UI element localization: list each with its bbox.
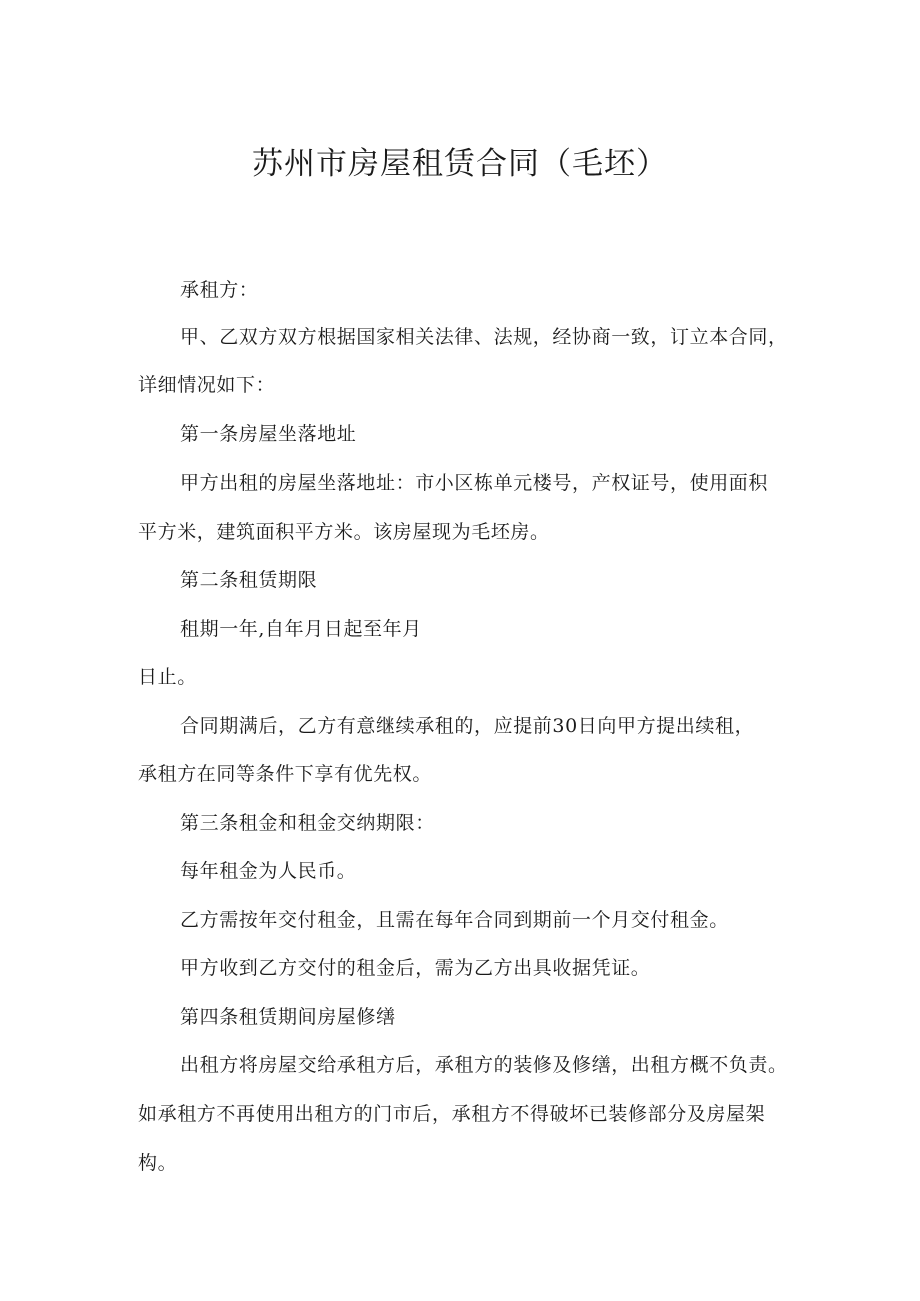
article-1-line-1: 甲方出租的房屋坐落地址：市小区栋单元楼号，产权证号，使用面积 xyxy=(180,472,769,494)
article-3-line-3: 甲方收到乙方交付的租金后，需为乙方出具收据凭证。 xyxy=(180,957,651,979)
article-2-line-3: 合同期满后，乙方有意继续承租的，应提前30日向甲方提出续租， xyxy=(180,715,755,737)
article-3-line-2: 乙方需按年交付租金，且需在每年合同到期前一个月交付租金。 xyxy=(180,909,729,931)
preamble-line-2: 详细情况如下： xyxy=(138,374,276,396)
article-2-line-4: 承租方在同等条件下享有优先权。 xyxy=(138,763,433,785)
article-2-line-1: 租期一年,自年月日起至年月 xyxy=(180,618,422,640)
article-4-heading: 第四条租赁期间房屋修缮 xyxy=(180,1006,396,1028)
preamble-line-1: 甲、乙双方双方根据国家相关法律、法规，经协商一致，订立本合同， xyxy=(180,326,788,348)
article-4-line-2: 如承租方不再使用出租方的门市后，承租方不得破坏已装修部分及房屋架 xyxy=(138,1103,766,1125)
article-1-line-2: 平方米，建筑面积平方米。该房屋现为毛坯房。 xyxy=(138,521,550,543)
article-3-line-1: 每年租金为人民币。 xyxy=(180,860,357,882)
article-4-line-3: 构。 xyxy=(138,1152,178,1174)
article-1-heading: 第一条房屋坐落地址 xyxy=(180,423,357,445)
article-4-line-1: 出租方将房屋交给承租方后，承租方的装修及修缮，出租方概不负责。 xyxy=(180,1054,788,1076)
article-3-heading: 第三条租金和租金交纳期限： xyxy=(180,812,435,834)
lessee-line: 承租方： xyxy=(180,279,259,301)
article-2-line-2: 日止。 xyxy=(138,666,197,688)
article-2-heading: 第二条租赁期限 xyxy=(180,569,318,591)
document-title: 苏州市房屋租赁合同（毛坯） xyxy=(252,146,668,182)
